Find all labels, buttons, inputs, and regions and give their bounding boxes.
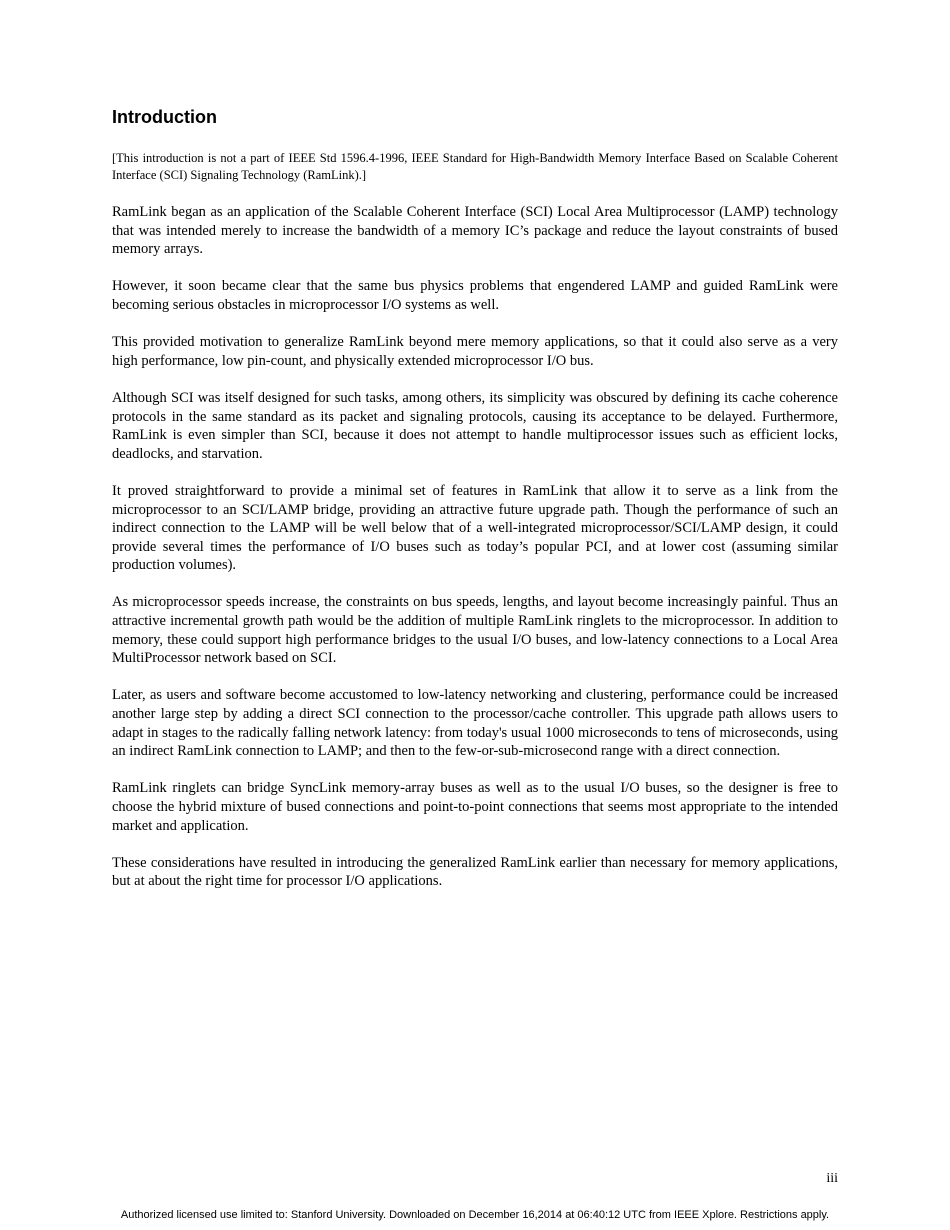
paragraph-2: However, it soon became clear that the same bus physics problems that engendered LAMP and guided RamLink were becoming serious obstacles in microprocessor I/O systems as well. (112, 278, 838, 313)
paragraph-1: RamLink began as an application of the Scalable Coherent Interface (SCI) Local Area Multiprocessor (LAMP) technology that was intended merely to increase the bandwidth of a memory IC’s package and reduce the layout constraints of bused memory arrays. (112, 204, 838, 258)
license-footer: Authorized licensed use limited to: Stanford University. Downloaded on December 16,2014 at 06:40:12 UTC from IEEE Xplore. Restrictions apply. (120, 1209, 830, 1221)
page-number: iii (826, 1171, 838, 1186)
paragraph-7: Later, as users and software become accustomed to low-latency networking and clustering, performance could be increased another large step by adding a direct SCI connection to the processor/cache controller. This upgrade path allows users to adapt in stages to the radically falling network latency: from today's usual 1000 microseconds to tens of microseconds, using an indirect RamLink connection to LAMP; and then to the few-or-sub-microsecond range with a direct connection. (112, 687, 838, 760)
paragraph-4: Although SCI was itself designed for such tasks, among others, its simplicity was obscured by defining its cache coherence protocols in the same standard as its packet and signaling protocols, causing its acceptance to be delayed. Furthermore, RamLink is even simpler than SCI, because it does not attempt to handle multiprocessor issues such as efficient locks, deadlocks, and starvation. (112, 389, 838, 462)
paragraph-5: It proved straightforward to provide a minimal set of features in RamLink that allow it to serve as a link from the microprocessor to an SCI/LAMP bridge, providing an attractive future upgrade path. Though the performance of such an indirect connection to the LAMP will be well below that of a well-integrated microprocessor/SCI/LAMP design, it could provide several times the performance of I/O buses such as today’s popular PCI, and at lower cost (assuming similar production volumes). (112, 482, 838, 574)
paragraph-8: RamLink ringlets can bridge SyncLink memory-array buses as well as to the usual I/O buses, so the designer is free to choose the hybrid mixture of bused connections and point-to-point connections that seems most appropriate to the intended market and application. (112, 780, 838, 834)
introduction-note: [This introduction is not a part of IEEE Std 1596.4-1996, IEEE Standard for High-Bandwidth Memory Interface Based on Scalable Coherent Interface (SCI) Signaling Technology (RamLink).] (112, 151, 838, 182)
page-title: Introduction (112, 107, 217, 127)
paragraph-9: These considerations have resulted in introducing the generalized RamLink earlier than necessary for memory applications, but at about the right time for processor I/O applications. (112, 854, 838, 890)
paragraph-6: As microprocessor speeds increase, the constraints on bus speeds, lengths, and layout become increasingly painful. Thus an attractive incremental growth path would be the addition of multiple RamLink ringlets to the microprocessor. In addition to memory, these could support high performance bridges to the usual I/O buses, and low-latency connections to a Local Area MultiProcessor network based on SCI. (112, 594, 838, 667)
document-body (112, 104, 838, 910)
paragraph-3: This provided motivation to generalize RamLink beyond mere memory applications, so that it could also serve as a very high performance, low pin-count, and physically extended microprocessor I/O bus. (112, 334, 838, 369)
